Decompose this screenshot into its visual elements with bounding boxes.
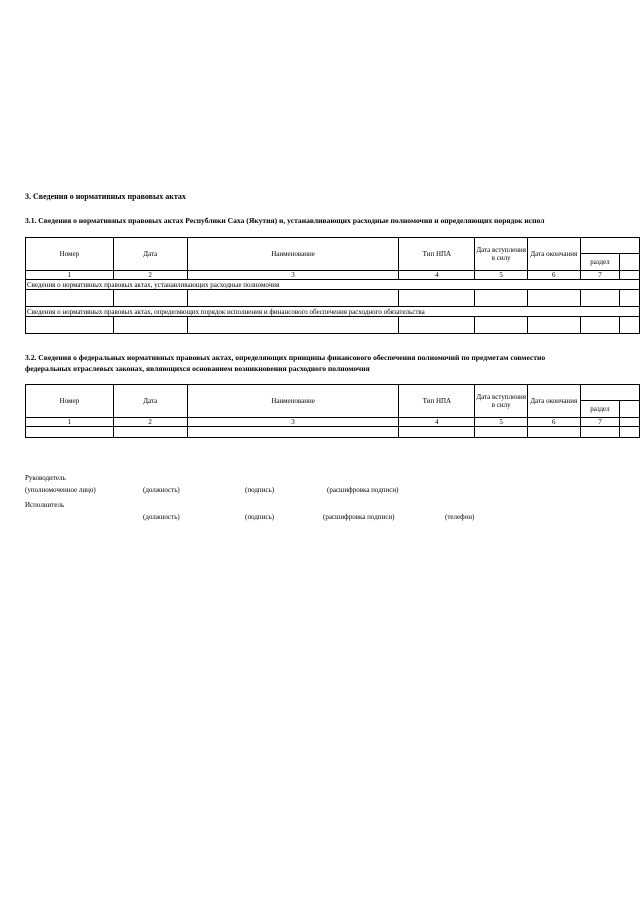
table-cell [113,427,187,438]
header-number: Номер [26,238,114,271]
col-number-2: 2 [113,418,187,427]
header-date: Дата [113,385,187,418]
header-type: Тип НПА [399,238,475,271]
table-cell [26,290,114,307]
table-cell [527,290,580,307]
table-3-2 [25,384,640,438]
table-cell [580,427,620,438]
col-number-3: 3 [187,271,399,280]
table-cell [527,427,580,438]
header-number: Номер [26,385,114,418]
col-number-8 [620,271,640,280]
table-cell [527,317,580,334]
col-number-8 [620,418,640,427]
header-extra [620,254,640,271]
section-3-title: 3. Сведения о нормативных правовых актах [25,192,186,201]
executor-label: Исполнитель [25,501,65,509]
table-cell [475,317,528,334]
position-label: (должность) [143,486,180,494]
header-group-cell [580,385,639,401]
table-cell [26,427,114,438]
header-date-start: Дата вступления в силу [475,238,528,271]
section-3-2-title-line1: 3.2. Сведения о федеральных нормативных правовых актах, определяющих принципы финансового обеспечения полномочий по предметам совместно [25,353,546,362]
phone-label: (телефон) [445,513,475,521]
table-cell [620,290,640,307]
col-number-6: 6 [527,271,580,280]
table-cell [187,427,399,438]
col-number-1: 1 [26,418,114,427]
header-date: Дата [113,238,187,271]
table-cell [399,427,475,438]
col-number-4: 4 [399,271,475,280]
table-cell [475,290,528,307]
table-cell [187,290,399,307]
col-number-2: 2 [113,271,187,280]
header-date-end: Дата окончания [527,238,580,271]
table-cell [399,290,475,307]
group-row-execution: Сведения о нормативных правовых актах, определяющих порядок исполнения и финансового обеспечения расходного обязательства [26,307,640,317]
table-cell [620,427,640,438]
header-extra [620,401,640,418]
section-3-2-title-line2: федеральных отраслевых законах, являющихся основанием возникновения расходного полномочия [25,364,370,373]
header-date-start: Дата вступления в силу [475,385,528,418]
table-cell [399,317,475,334]
head-label: Руководитель [25,474,66,482]
executor-signature-label: (подпись) [245,513,275,521]
table-cell [580,290,620,307]
header-name: Наименование [187,385,399,418]
table-cell [113,317,187,334]
col-number-5: 5 [475,271,528,280]
group-row-powers: Сведения о нормативных правовых актах, устанавливающих расходные полномочия [26,280,640,290]
col-number-7: 7 [580,418,620,427]
table-cell [620,317,640,334]
executor-decoding-label: (расшифровка подписи) [323,513,395,521]
header-section: раздел [580,401,620,418]
header-group-cell [580,238,639,254]
executor-position-label: (должность) [143,513,180,521]
table-cell [113,290,187,307]
table-3-1 [25,237,640,334]
header-type: Тип НПА [399,385,475,418]
table-cell [187,317,399,334]
authorized-person-label: (уполномоченное лицо) [25,486,96,494]
header-section: раздел [580,254,620,271]
col-number-6: 6 [527,418,580,427]
col-number-7: 7 [580,271,620,280]
header-name: Наименование [187,238,399,271]
col-number-1: 1 [26,271,114,280]
signature-label: (подпись) [245,486,275,494]
table-cell [26,317,114,334]
table-cell [580,317,620,334]
header-date-end: Дата окончания [527,385,580,418]
section-3-1-title: 3.1. Сведения о нормативных правовых актах Республики Саха (Якутия) и, устанавливающих расходные полномочия и определяющих порядок испол [25,216,545,225]
col-number-5: 5 [475,418,528,427]
col-number-4: 4 [399,418,475,427]
table-cell [475,427,528,438]
col-number-3: 3 [187,418,399,427]
signature-decoding-label: (расшифровка подписи) [327,486,399,494]
